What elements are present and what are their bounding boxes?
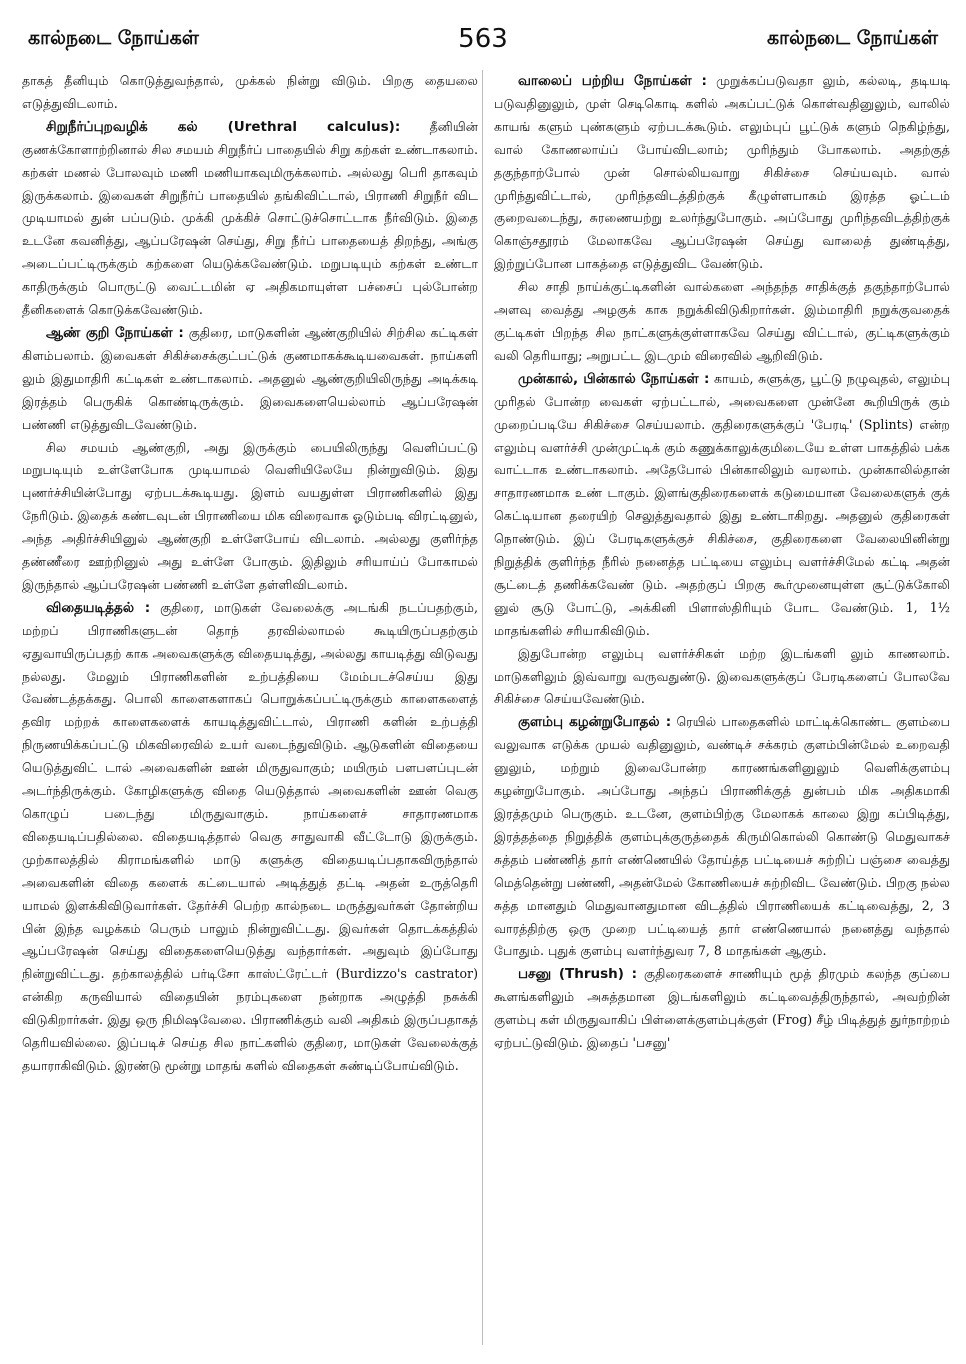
section-heading: முன்கால், பின்கால் நோய்கள் : — [518, 370, 710, 387]
paragraph — [22, 70, 478, 116]
section-heading: விதையடித்தல் : — [46, 599, 151, 616]
paragraph — [494, 963, 950, 1055]
paragraph — [494, 368, 950, 643]
paragraph — [494, 711, 950, 963]
running-title-right: கால்நடை நோய்கள் — [767, 26, 938, 49]
section-heading: குளம்பு கழன்றுபோதல் : — [518, 714, 672, 731]
page-number: 563 — [458, 24, 508, 54]
paragraph-text: குதிரை, மாடுகள் வேலைக்கு அடங்கி நடப்பதற்கும், மற்றப் பிராணிகளுடன் தொந் தரவில்லாமல் கூடியிருப்பதற்கும் ஏதுவாயிருப்பதற் காக அவைகளுக்கு விதையடித்து, அல்லது காயடித்து விடுவது நல்லது. மேலும் பிராணிகளின் உற்பத்தியை மேம்படச்செய்ய இது வேண்டத்தக்கது. பொலி காளைகளாகப் பொறுக்கப்பட்டிருக்கும் காளைகளைத் தவிர மற்றக் காளைகளைக் காயடித்துவிட்டால், பிராணி களின் உற்பத்தி நிருணயிக்கப்பட்டு மிகவிரைவில் உயர் வடைந்துவிடும். ஆடுகளின் விதையை யெடுத்துவிட் டால் அவைகளின் ஊன் மிருதுவாகும்; மயிரும் பளபளப்புடன் அடர்ந்திருக்கும். கோழிகளுக்கு விதை யெடுத்தால் அவைகளின் ஊன் வெகு கொழுப் படைந்து மிருதுவாகும். நாய்களைச் சாதாரணமாக விதையடிப்பதில்லை. விதையடித்தால் வெகு சாதுவாகி வீட்டோடு இருக்கும். முற்காலத்தில் கிராமங்களில் மாடு களுக்கு விதையடிப்பதாகவிருந்தால் அவைகளின் விதை களைக் கட்டையால் அடித்துத் தட்டி அதன் உருத்தெரி யாமல் இளக்கிவிடுவார்கள். தேர்ச்சி பெற்ற கால்நடை மருத்துவர்கள் தோன்றிய பின் இந்த வழக்கம் பெரும் பாலும் நின்றுவிட்டது. இவர்கள் தொடக்கத்தில் ஆப்பரேஷன் செய்து விதைகளையெடுத்து வந்தார்கள். அதுவும் இப்போது நின்றுவிட்டது. தற்காலத்தில் பர்டிசோ காஸ்ட்ரேட்டர் (Burdizzo's castrator) என்கிற கருவியால் விதையின் நரம்புகளை நன்றாக அழுத்தி நசுக்கி விடுகிறார்கள். இது ஒரு நிமிஷவேலை. பிராணிக்கும் வலி அதிகம் இருப்பதாகத் தெரியவில்லை. இப்படிச் செய்த சில நாட்களில் குதிரை, மாடுகள் வேலைக்குத் தயாராகிவிடும். இரண்டு மூன்று மாதங் களில் விதைகள் சுண்டிப்போய்விடும். — [22, 599, 478, 1073]
paragraph-text: குதிரைகளைச் சாணியும் மூத் திரமும் கலந்த குப்பை கூளங்களிலும் அசுத்தமான இடங்களிலும் கட்டிவைத்திருந்தால், அவற்றின் குளம்பு கள் மிருதுவாகிப் பிள்ளைக்குளம்புக்குள் (Frog) சீழ் பிடித்துத் துர்நாற்றம் ஏற்பட்டுவிடும். இதைப் 'பசனு' — [494, 966, 950, 1051]
paragraph-text: தாகத் தீனியும் கொடுத்துவந்தால், முக்கல் நின்று விடும். பிறகு தையலை எடுத்துவிடலாம். — [22, 73, 478, 111]
paragraph — [494, 70, 950, 276]
section-heading: பசனு (Thrush) : — [518, 966, 638, 983]
section-heading: வாலைப் பற்றிய நோய்கள் : — [518, 73, 707, 89]
right-column — [494, 70, 950, 1345]
column-divider — [482, 70, 483, 1345]
paragraph — [22, 116, 478, 322]
running-header — [28, 22, 938, 56]
paragraph-text: முறுக்கப்படுவதா லும், கல்லடி, தடியடி படுவதினுலும், முள் செடிகொடி களில் அகப்பட்டுக் கொள்வதினுலும், வாலில் காயங் களும் புண்களும் ஏற்படக்கூடும். எலும்புப் பூட்டுக் களும் நெகிழ்ந்து, வால் கோணலாய்ப் போய்விடலாம்; முரிந்தும் போகலாம். அதற்குத் தகுந்தாற்போல் முன் சொல்லியவாறு சிகிச்சை செய்யவும். வால் முரிந்துவிட்டால், முரிந்தவிடத்திற்குக் கீழுள்ளபாகம் இரத்த ஓட்டம் குறைவடைந்து, சுரணையற்று உலர்ந்துபோகும். அப்போது முரிந்தவிடத்திற்குக் கொஞ்சதூரம் மேலாகவே ஆப்பரேஷன் செய்து வாலைத் துண்டித்து, இற்றுப்போன பாகத்தை எடுத்துவிட வேண்டும். — [494, 73, 950, 272]
paragraph — [22, 437, 478, 597]
paragraph — [494, 276, 950, 368]
left-column — [22, 70, 478, 1345]
paragraph-text: குதிரை, மாடுகளின் ஆண்குறியில் சிற்சில கட்டிகள் கிளம்பலாம். இவைகள் சிகிச்சைக்குட்பட்டுக் குணமாகக்கூடியவைகள். நாய்களி லும் இதுமாதிரி கட்டிகள் உண்டாகலாம். அதனுல் ஆண்குறியிலிருந்து அடிக்கடி இரத்தம் பெருகிக் கொண்டிருக்கும். இவைகளையெல்லாம் ஆப்பரேஷன் பண்ணி எடுத்துவிடவேண்டும். — [22, 324, 478, 432]
paragraph-text: தீனியின் குணக்கோளாற்றினால் சில சமயம் சிறுநீர்ப் பாதையில் சிறு கற்கள் உண்டாகலாம். கற்கள் மணல் போலவும் மணி மணியாகவுமிருக்கலாம். அல்லது பெரி தாகவும் இருக்கலாம். இவைகள் சிறுநீர்ப் பாதையில் தங்கிவிட்டால், பிராணி சிறுநீர் விட முடியாமல் துன் பப்படும். முக்கி முக்கிச் சொட்டுச்சொட்டாக நீர்விடும். இதை உடனே கவனித்து, ஆப்பரேஷன் செய்து, சிறு நீர்ப் பாதையைத் திறந்து, அங்கு அடைப்பட்டிருக்கும் கற்களை யெடுக்கவேண்டும். மறுபடியும் கற்கள் உண்டா காதிருக்கும் பொருட்டு வைட்டமின் ஏ அதிகமாயுள்ள பச்சைப் புல்போன்ற தீனிகளைக் கொடுக்கவேண்டும். — [22, 118, 478, 318]
paragraph-text: ரெயில் பாதைகளில் மாட்டிக்கொண்ட குளம்பை வலுவாக எடுக்க முயல் வதினுலும், வண்டிச் சக்கரம் குளம்பின்மேல் உறைவதி னுலும், மற்றும் இவைபோன்ற காரணங்களினுலும் வெளிக்குளம்பு கழன்றுபோகும். அப்போது அந்தப் பிராணிக்குத் துன்பம் மிக அதிகமாகி இரத்தமும் பெருகும். உடனே, குளம்பிற்கு மேலாகக் காலை இறு கப்பிடித்து, இரத்தத்தை நிறுத்திக் குளம்புக்குருத்தைக் கிருமிகொல்லி கொண்டு மெதுவாகச் சுத்தம் பண்ணித் தார் எண்ணெயில் தோய்த்த பட்டியைச் சுற்றிப் பஞ்சை வைத்து மெத்தென்று பண்ணி, அதன்மேல் கோணியைச் சுற்றிவிட வேண்டும். பிறகு நல்ல சுத்த மானதும் மெதுவானதுமான விடத்தில் பிராணியைக் கட்டிவைத்து, 2, 3 வாரத்திற்கு ஒரு முறை பட்டியைத் தார் எண்ணெயால் நனைத்து வந்தால் போதும். புதுக் குளம்பு வளர்ந்துவர 7, 8 மாதங்கள் ஆகும். — [494, 714, 950, 959]
paragraph-text: காயம், சுளுக்கு, பூட்டு நழுவுதல், எலும்பு முரிதல் போன்ற வைகள் ஏற்பட்டால், அவைகளை முன்னே கூறியிருக் கும் முறைப்படியே சிகிச்சை செய்யலாம். குதிரைகளுக்குப் 'பேரடி' (Splints) என்ற எலும்பு வளர்ச்சி முன்முட்டிக் கும் கணுக்காலுக்குமிடையே உள்ள பாகத்தில் பக்க வாட்டாக உண்டாகலாம். அதேபோல் பின்காலிலும் வரலாம். முன்காலில்தான் சாதாரணமாக உண் டாகும். இளங்குதிரைகளைக் கடுமையான வேலைகளுக் குக் கெட்டியான தரையிற் செலுத்துவதால் இது உண்டாகிறது. அதனுல் குதிரைகள் நொண்டும். இப் பேரடிகளுக்குச் சிகிச்சை, குதிரைகளை வேலையினின்று நிறுத்திக் குளிர்ந்த நீரில் நனைத்த பட்டியை எலும்பு வளர்ச்சிமேல் கட்டி அதன் சூட்டைத் தணிக்கவேண் டும். அதற்குப் பிறகு கூர்முனையுள்ள சூட்டுக்கோலி னுல் சூடு போட்டு, அக்கினி பிளாஸ்திரியும் போட வேண்டும். 1, 1½ மாதங்களில் சரியாகிவிடும். — [494, 370, 950, 638]
running-title-left: கால்நடை நோய்கள் — [28, 26, 199, 49]
section-heading: சிறுநீர்ப்புறவழிக் கல் (Urethral calculus): — [46, 118, 401, 135]
paragraph — [22, 322, 478, 437]
section-heading: ஆண் குறி நோய்கள் : — [46, 324, 184, 341]
paragraph-text: சில சாதி நாய்க்குட்டிகளின் வால்களை அந்தந்த சாதிக்குத் தகுந்தாற்போல் அளவு வைத்து அழகுக் காக நறுக்கிவிடுகிறார்கள். இம்மாதிரி நறுக்குவதைக் குட்டிகள் பிறந்த சில நாட்களுக்குள்ளாகவே செய்து விட்டால், குட்டிகளுக்கும் வலி தெரியாது; அறுபட்ட இடமும் விரைவில் ஆறிவிடும். — [494, 279, 950, 363]
paragraph-text: இதுபோன்ற எலும்பு வளர்ச்சிகள் மற்ற இடங்களி லும் காணலாம். மாடுகளிலும் இவ்வாறு வருவதுண்டு. இவைகளுக்குப் பேரடிகளைப் போலவே சிகிச்சை செய்யவேண்டும். — [494, 645, 950, 707]
paragraph — [494, 643, 950, 712]
paragraph — [22, 597, 478, 1078]
paragraph-text: சில சமயம் ஆண்குறி, அது இருக்கும் பையிலிருந்து வெளிப்பட்டு மறுபடியும் உள்ளேபோக முடியாமல் வெளியிலேயே நின்றுவிடும். இது புணர்ச்சியின்போது ஏற்படக்கூடியது. இளம் வயதுள்ள பிராணிகளில் இது நேரிடும். இதைக் கண்டவுடன் பிராணியை மிக விரைவாக ஓடும்படி விரட்டினுல், அந்த அதிர்ச்சியினுல் ஆண்குறி உள்ளேபோய் விடலாம். அல்லது குளிர்ந்த தண்ணீரை ஊற்றினுல் அது உள்ளே போகும். இதிலும் சரியாய்ப் போகாமல் இருந்தால் ஆப்பரேஷன் பண்ணி உள்ளே தள்ளிவிடலாம். — [22, 439, 478, 592]
